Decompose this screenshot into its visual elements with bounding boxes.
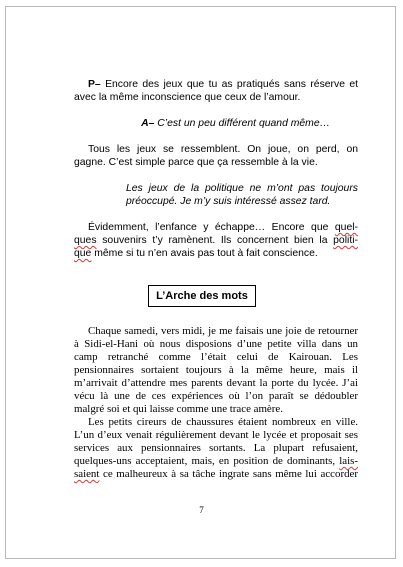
text-line: P– Encore des jeux que tu as pratiqués sans réserve et xyxy=(88,79,358,90)
text-line: Les petits cireurs de chaussures étaient nombreux en ville. xyxy=(88,416,358,428)
text-line: pensionnaires sortaient toujours à la même heure, mais il xyxy=(74,364,358,376)
dialogue-paragraph-p xyxy=(74,78,358,104)
text-line: quelques-uns acceptaient, mais, en position de dominants, lais- xyxy=(74,455,358,467)
text-line: vécu là une de ces expériences où l’on paraît se dédoubler xyxy=(74,390,358,402)
text-line: préoccupé. Je m’y suis intéressé assez tard. xyxy=(126,196,331,207)
spellcheck-word: que xyxy=(74,248,92,259)
text-line: services aux pensionnaires sortants. La plupart refusaient, xyxy=(74,442,358,454)
text-line: m’arrivait d’attendre mes parents devant la porte du lycée. J’ai xyxy=(74,377,358,389)
text-line: Les jeux de la politique ne m’ont pas toujours xyxy=(126,183,358,194)
page-number: 7 xyxy=(199,505,204,515)
spellcheck-word: ques xyxy=(74,235,97,246)
text-line: Tous les jeux se ressemblent. On joue, on perd, on xyxy=(88,144,358,155)
text-line: Chaque samedi, vers midi, je me faisais une joie de retourner xyxy=(88,325,358,337)
dialogue-paragraph xyxy=(74,143,358,169)
text-line: A– C’est un peu différent quand même… xyxy=(141,118,330,129)
text-line: Évidemment, l’enfance y échappe… Encore que quel- xyxy=(88,222,358,233)
section-title-box xyxy=(148,285,256,307)
text-line: malgré soi et qui laisse comme une trace amère. xyxy=(74,403,283,415)
speaker-label: P– xyxy=(88,79,101,90)
section-title: L’Arche des mots xyxy=(156,290,248,302)
text-line: à Sidi-el-Hani où nous disposions d’une petite villa dans un xyxy=(74,338,358,350)
text-line: gagne. C’est simple parce que ça ressemble à la vie. xyxy=(74,157,318,168)
spellcheck-word: saient xyxy=(74,468,100,480)
dialogue-paragraph-italic xyxy=(74,182,358,208)
text-line: camp retranché comme l’était celui de Kairouan. Les xyxy=(74,351,358,363)
dialogue-paragraph xyxy=(74,221,358,260)
text-line: saient ce malheureux à sa tâche ingrate sans même lui accorder xyxy=(74,468,358,480)
text-line: avec la même inconscience que ceux de l’amour. xyxy=(74,92,301,103)
text-line: L’un d’eux venait régulièrement devant le lycée et proposait ses xyxy=(74,429,358,441)
dialogue-paragraph-a xyxy=(74,117,358,130)
spellcheck-word: quel- xyxy=(334,222,358,233)
body-paragraph xyxy=(74,325,358,416)
body-paragraph xyxy=(74,416,358,481)
speaker-label: A– xyxy=(141,118,155,129)
spellcheck-word: politi- xyxy=(333,235,358,246)
text-line: que même si tu n’en avais pas tout à fait conscience. xyxy=(74,248,318,259)
text-line: ques souvenirs t’y ramènent. Ils concernent bien la politi- xyxy=(74,235,358,246)
spellcheck-word: lais- xyxy=(339,455,358,467)
